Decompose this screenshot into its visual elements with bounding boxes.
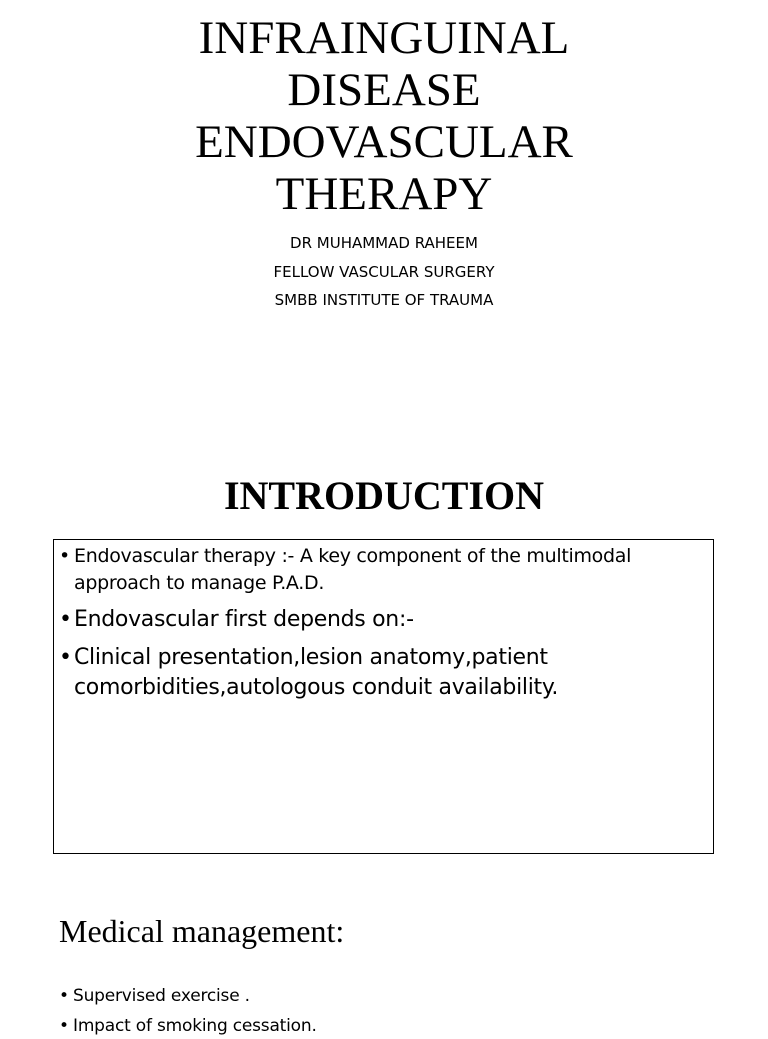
bullet-text: Endovascular therapy :- A key component of the multimodal approach to manage P.A.D. [74, 545, 632, 594]
list-item [59, 543, 705, 597]
introduction-heading: INTRODUCTION [223, 473, 545, 518]
medical-management-bullet-list [59, 983, 317, 1039]
title-line: ENDOVASCULAR [195, 116, 573, 168]
author-position: FELLOW VASCULAR SURGERY [273, 262, 495, 281]
list-item [59, 605, 705, 635]
bullet-icon: • [59, 607, 72, 632]
list-item [59, 983, 317, 1009]
introduction-bullet-list [59, 543, 705, 703]
title-line: THERAPY [275, 168, 493, 220]
slide-title [0, 12, 768, 220]
author-name: DR MUHAMMAD RAHEEM [290, 234, 478, 252]
title-line: DISEASE [287, 64, 481, 116]
bullet-text: Endovascular first depends on:- [74, 607, 414, 632]
bullet-icon: • [59, 645, 72, 670]
title-line: INFRAINGUINAL [198, 12, 570, 64]
bullet-icon: • [59, 545, 70, 567]
bullet-icon: • [59, 1016, 69, 1036]
bullet-text: Impact of smoking cessation. [73, 1016, 317, 1036]
list-item [59, 643, 705, 703]
author-institution: SMBB INSTITUTE OF TRAUMA [274, 291, 494, 309]
bullet-icon: • [59, 986, 69, 1006]
bullet-text: Supervised exercise . [73, 986, 250, 1006]
author-block [0, 229, 768, 315]
medical-management-heading: Medical management: [59, 913, 345, 949]
bullet-text: Clinical presentation,lesion anatomy,patient comorbidities,autologous conduit availability. [74, 645, 559, 700]
list-item [59, 1013, 317, 1039]
introduction-content-box [53, 539, 714, 854]
